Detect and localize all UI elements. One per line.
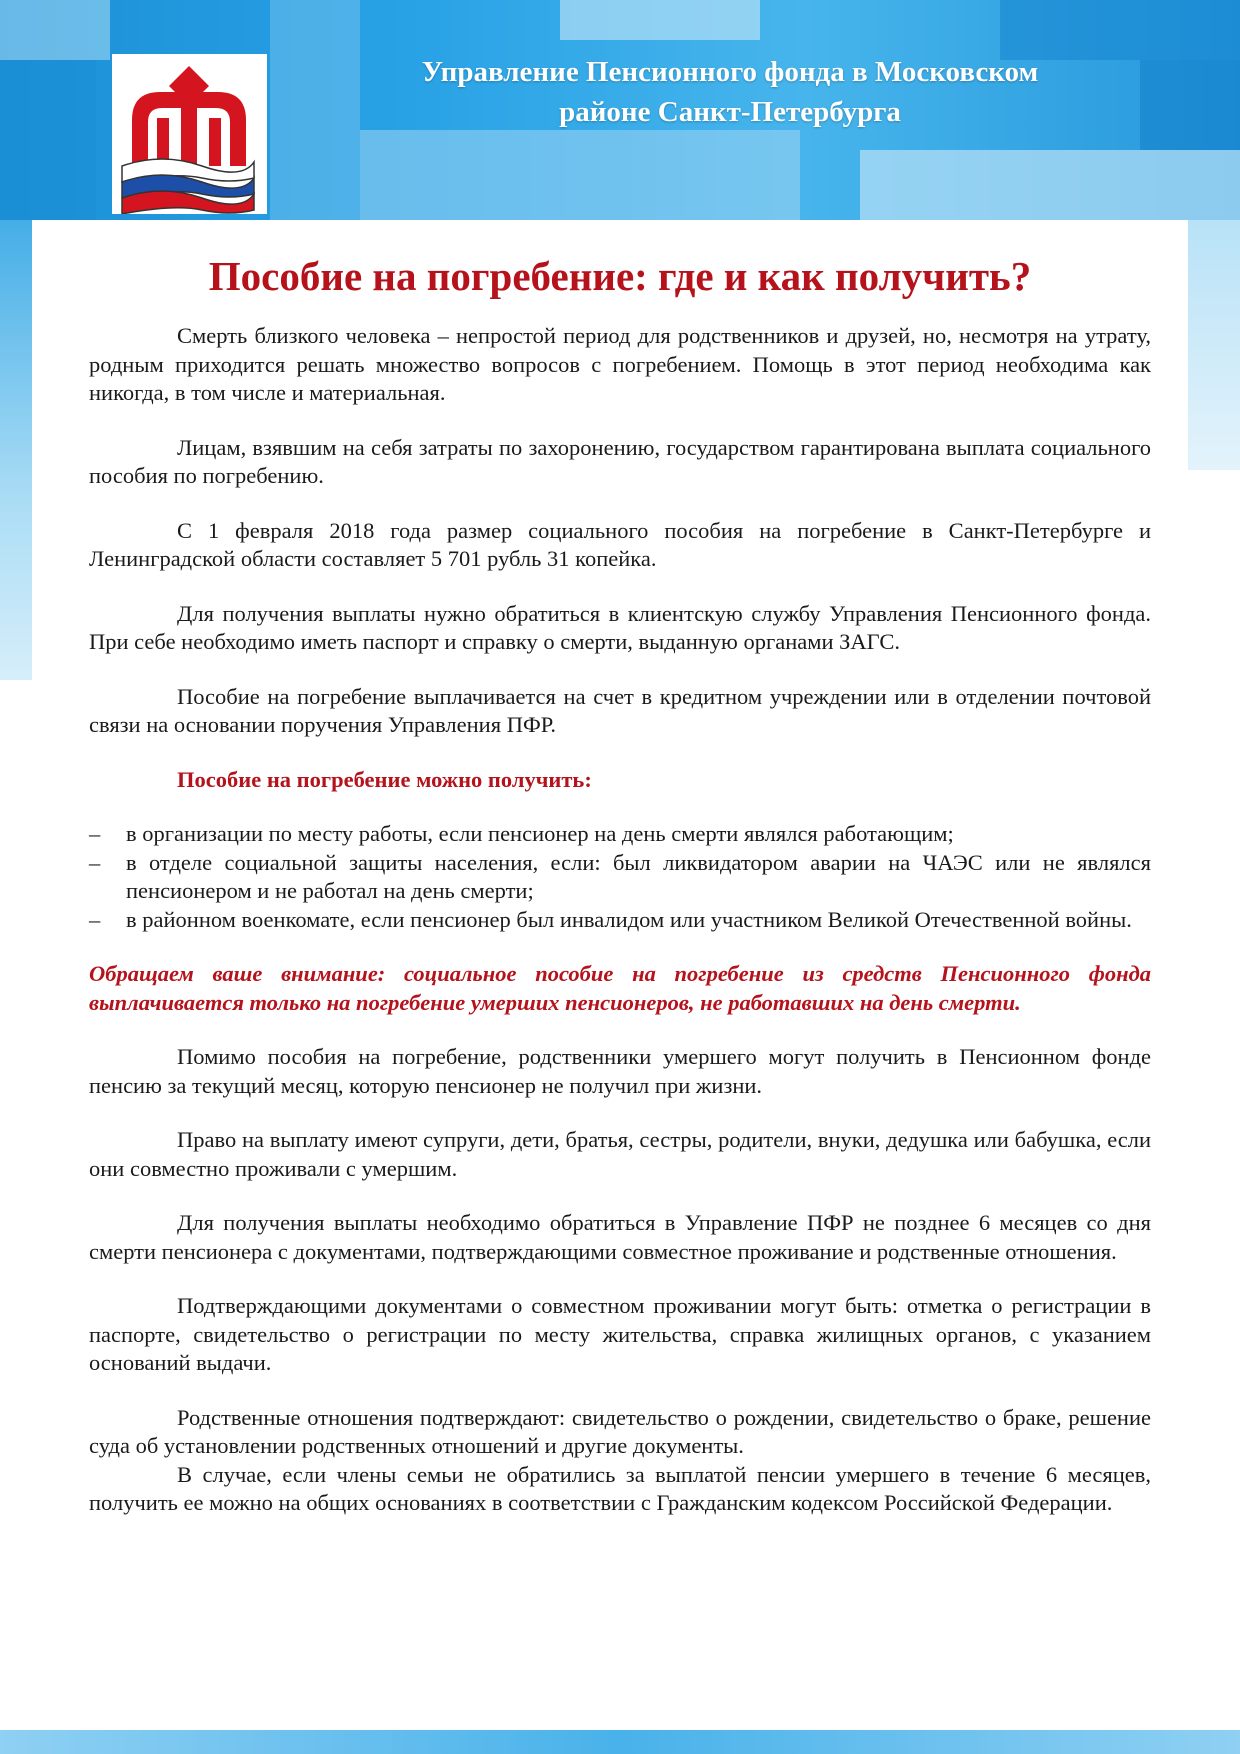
paragraph: Для получения выплаты нужно обратиться в клиентскую службу Управления Пенсионного фонда. При себе необходимо иметь паспорт и справку о смерти, выданную органами ЗАГС. bbox=[89, 600, 1151, 654]
left-decor-strip bbox=[0, 220, 32, 680]
list-item bbox=[89, 820, 1151, 849]
paragraph: Право на выплату имеют супруги, дети, братья, сестры, родители, внуки, дедушка или бабушка, если они совместно проживали с умершим. bbox=[89, 1127, 1151, 1181]
footer-band bbox=[0, 1730, 1240, 1754]
paragraph: Помимо пособия на погребение, родственники умершего могут получить в Пенсионном фонде пенсию за текущий месяц, которую пенсионер не получил при жизни. bbox=[89, 1044, 1151, 1098]
decor-block bbox=[560, 0, 760, 40]
list-dash: – bbox=[89, 906, 101, 932]
decor-block bbox=[0, 0, 110, 60]
subheading: Пособие на погребение можно получить: bbox=[177, 766, 592, 792]
page-title: Пособие на погребение: где и как получить? bbox=[208, 253, 1032, 299]
article-body bbox=[89, 322, 1151, 1518]
list-dash: – bbox=[89, 821, 101, 846]
list-item-text: в организации по месту работы, если пенсионер на день смерти являлся работающим; bbox=[126, 821, 954, 846]
paragraph: Родственные отношения подтверждают: свидетельство о рождении, свидетельство о браке, решение суда об установлении родственных отношений и другие документы. bbox=[89, 1404, 1151, 1458]
organization-name bbox=[300, 52, 1160, 132]
list-item-text: в районном военкомате, если пенсионер был инвалидом или участником Великой Отечественной войны. bbox=[126, 906, 1132, 932]
org-name-line1: Управление Пенсионного фонда в Московском bbox=[421, 56, 1039, 88]
pfr-logo-icon bbox=[112, 54, 267, 214]
list-item-text: в отделе социальной защиты населения, если: был ликвидатором аварии на ЧАЭС или не являлся пенсионером и не работал на день смерти; bbox=[126, 849, 1151, 903]
decor-block bbox=[860, 150, 1240, 220]
attention-note: Обращаем ваше внимание: социальное пособие на погребение из средств Пенсионного фонда выплачивается только на погребение умерших пенсионеров, не работавших на день смерти. bbox=[89, 961, 1151, 1015]
list-dash: – bbox=[89, 849, 101, 875]
paragraph: Пособие на погребение выплачивается на счет в кредитном учреждении или в отделении почтовой связи на основании поручения Управления ПФР. bbox=[89, 683, 1151, 737]
options-list bbox=[89, 820, 1151, 934]
paragraph: Для получения выплаты необходимо обратиться в Управление ПФР не позднее 6 месяцев со дня смерти пенсионера с документами, подтверждающими совместное проживание и родственные отношения. bbox=[89, 1210, 1151, 1264]
paragraph: В случае, если члены семьи не обратились за выплатой пенсии умершего в течение 6 месяцев, получить ее можно на общих основаниях в соответствии с Гражданским кодексом Российской Федерации. bbox=[89, 1461, 1151, 1515]
decor-block bbox=[1000, 0, 1240, 60]
paragraph: Смерть близкого человека – непростой период для родственников и друзей, но, несмотря на утрату, родным приходится решать множество вопросов с погребением. Помощь в этот период необходима как никогда, в том числе и материальная. bbox=[89, 323, 1151, 405]
decor-block bbox=[360, 130, 800, 220]
right-decor-strip bbox=[1188, 220, 1240, 470]
pfr-logo bbox=[112, 54, 267, 214]
paragraph: С 1 февраля 2018 года размер социального пособия на погребение в Санкт-Петербурге и Ленинградской области составляет 5 701 рубль 31 копейка. bbox=[89, 517, 1151, 571]
paragraph: Подтверждающими документами о совместном проживании могут быть: отметка о регистрации в паспорте, свидетельство о регистрации по месту жительства, справка жилищных органов, с указанием оснований выдачи. bbox=[89, 1293, 1151, 1375]
list-item bbox=[89, 906, 1151, 935]
paragraph: Лицам, взявшим на себя затраты по захоронению, государством гарантирована выплата социального пособия по погребению. bbox=[89, 434, 1151, 488]
org-name-line2: районе Санкт-Петербурга bbox=[559, 96, 901, 128]
decor-block bbox=[0, 60, 96, 220]
list-item bbox=[89, 849, 1151, 906]
